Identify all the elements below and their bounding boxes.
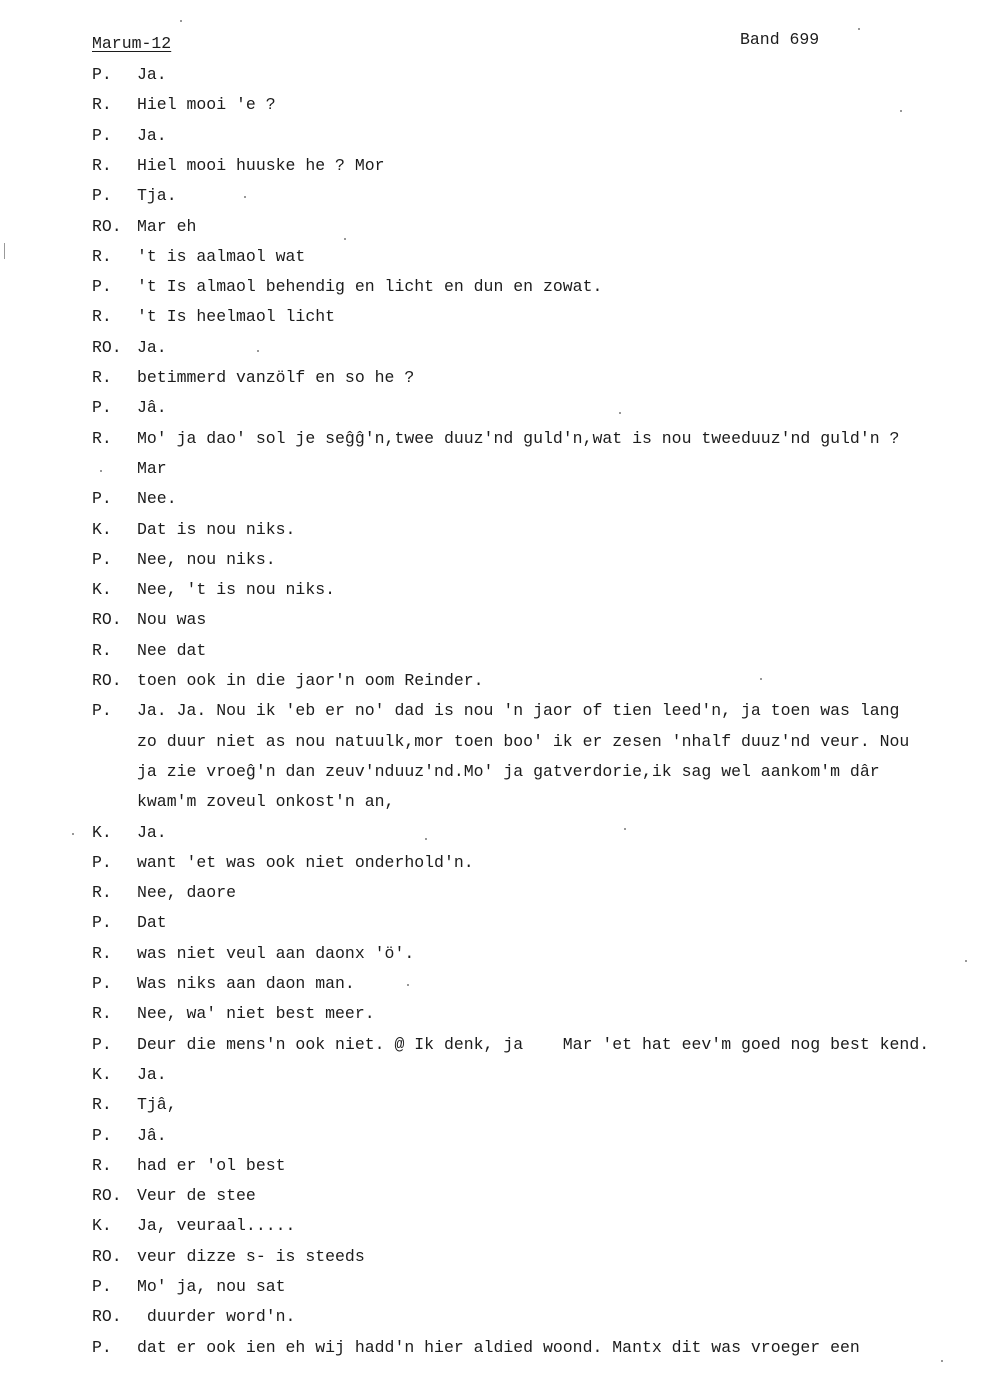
utterance-text: Deur die mens'n ook niet. @ Ik denk, ja Mar 'et hat eev'm goed nog best kend.	[137, 1034, 930, 1054]
utterance-text: had er 'ol best	[137, 1155, 286, 1175]
utterance-text: Ja.	[137, 125, 167, 145]
utterance-text: Nee, 't is nou niks.	[137, 580, 336, 600]
utterance-text: Mar eh	[137, 216, 197, 236]
utterance-text: 't Is almaol behendig en licht en dun en zowat.	[137, 277, 603, 297]
utterance-text: was niet veul aan daonx 'ö'.	[137, 943, 415, 963]
utterance-text: want 'et was ook niet onderhold'n.	[137, 852, 474, 872]
utterance-text: Nee, nou niks.	[137, 549, 276, 569]
speaker-code: R.	[92, 883, 112, 903]
tape-number: Band 699	[740, 30, 820, 49]
speaker-code: RO.	[92, 1307, 122, 1327]
speaker-code: R.	[92, 1095, 112, 1115]
speaker-code: K.	[92, 822, 112, 842]
utterance-continuation: kwam'm zoveul onkost'n an,	[137, 792, 395, 812]
speaker-code: P.	[92, 701, 112, 721]
speaker-code: RO.	[92, 671, 122, 690]
utterance-text: Nou was	[137, 610, 207, 630]
speaker-code: R.	[92, 307, 112, 327]
utterance-text: Ja.	[137, 822, 167, 842]
speaker-code: P.	[92, 1337, 112, 1357]
utterance-text: Hiel mooi 'e ?	[137, 95, 276, 115]
margin-mark	[4, 243, 5, 259]
speaker-code: P.	[92, 549, 112, 569]
utterance-continuation: zo duur niet as nou natuulk,mor toen boo' ik er zesen 'nhalf duuz'nd veur. Nou	[137, 731, 910, 751]
utterance-text: dat er ook ien eh wij hadd'n hier aldied woond. Mantx dit was vroeger een	[137, 1337, 860, 1357]
utterance-text: Mo' ja dao' sol je seĝĝ'n,twee duuz'nd guld'n,wat is nou tweeduuz'nd guld'n ?	[137, 428, 900, 448]
speaker-code: RO.	[92, 337, 122, 357]
speaker-code: P.	[92, 398, 112, 418]
speaker-code: R.	[92, 1004, 112, 1024]
speaker-code: R.	[92, 368, 112, 387]
speaker-code: R.	[92, 95, 112, 115]
speaker-code: R.	[92, 1155, 112, 1175]
speaker-code: R.	[92, 246, 112, 266]
speaker-code: R.	[92, 943, 112, 963]
utterance-text: betimmerd vanzölf en so he ?	[137, 368, 415, 387]
utterance-text: Nee, daore	[137, 883, 237, 903]
speaker-code: K.	[92, 1064, 112, 1084]
speaker-code: P.	[92, 277, 112, 297]
speaker-code: K.	[92, 580, 112, 600]
utterance-text: Nee dat	[137, 640, 207, 660]
speaker-code: P.	[92, 125, 112, 145]
utterance-text: Tja.	[137, 186, 177, 206]
utterance-text: Jâ.	[137, 1125, 167, 1145]
utterance-text: Ja. Ja. Nou ik 'eb er no' dad is nou 'n jaor of tien leed'n, ja toen was lang	[137, 701, 900, 721]
utterance-continuation: ja zie vroeĝ'n dan zeuv'nduuz'nd.Mo' ja gatverdorie,ik sag wel aankom'm dâr	[137, 761, 880, 781]
speaker-code: RO.	[92, 1186, 122, 1206]
utterance-text: Ja.	[137, 65, 167, 84]
utterance-text: Was niks aan daon man.	[137, 974, 355, 993]
utterance-text: Nee.	[137, 489, 177, 509]
speaker-code: P.	[92, 1034, 112, 1054]
speaker-code: K.	[92, 1216, 112, 1236]
utterance-text: Nee, wa' niet best meer.	[137, 1004, 375, 1024]
document-id: Marum-12	[92, 34, 172, 53]
speaker-code: RO.	[92, 1246, 122, 1266]
speaker-code: P.	[92, 489, 112, 509]
speaker-code: P.	[92, 974, 112, 993]
speaker-code: P.	[92, 852, 112, 872]
utterance-continuation: Mar	[137, 458, 167, 478]
speaker-code: P.	[92, 913, 112, 933]
utterance-text: veur dizze s- is steeds	[137, 1246, 365, 1266]
utterance-text: Dat is nou niks.	[137, 519, 296, 539]
utterance-text: Mo' ja, nou sat	[137, 1277, 286, 1296]
utterance-text: Ja.	[137, 1064, 167, 1084]
utterance-text: 't is aalmaol wat	[137, 246, 306, 266]
speaker-code: P.	[92, 186, 112, 206]
speaker-code: K.	[92, 519, 112, 539]
speaker-code: P.	[92, 1125, 112, 1145]
speaker-code: RO.	[92, 216, 122, 236]
utterance-text: Hiel mooi huuske he ? Mor	[137, 155, 385, 175]
speaker-code: R.	[92, 155, 112, 175]
utterance-text: Ja, veuraal.....	[137, 1216, 296, 1236]
speaker-code: R.	[92, 640, 112, 660]
utterance-text: Ja.	[137, 337, 167, 357]
speaker-code: R.	[92, 428, 112, 448]
utterance-text: 't Is heelmaol licht	[137, 307, 336, 327]
speaker-code: RO.	[92, 610, 122, 630]
utterance-text: Tjâ,	[137, 1095, 177, 1115]
utterance-text: Veur de stee	[137, 1186, 256, 1206]
speaker-code: P.	[92, 65, 112, 84]
utterance-text: toen ook in die jaor'n oom Reinder.	[137, 671, 484, 690]
utterance-text: duurder word'n.	[137, 1307, 296, 1327]
utterance-text: Jâ.	[137, 398, 167, 418]
utterance-text: Dat	[137, 913, 167, 933]
speaker-code: P.	[92, 1277, 112, 1296]
